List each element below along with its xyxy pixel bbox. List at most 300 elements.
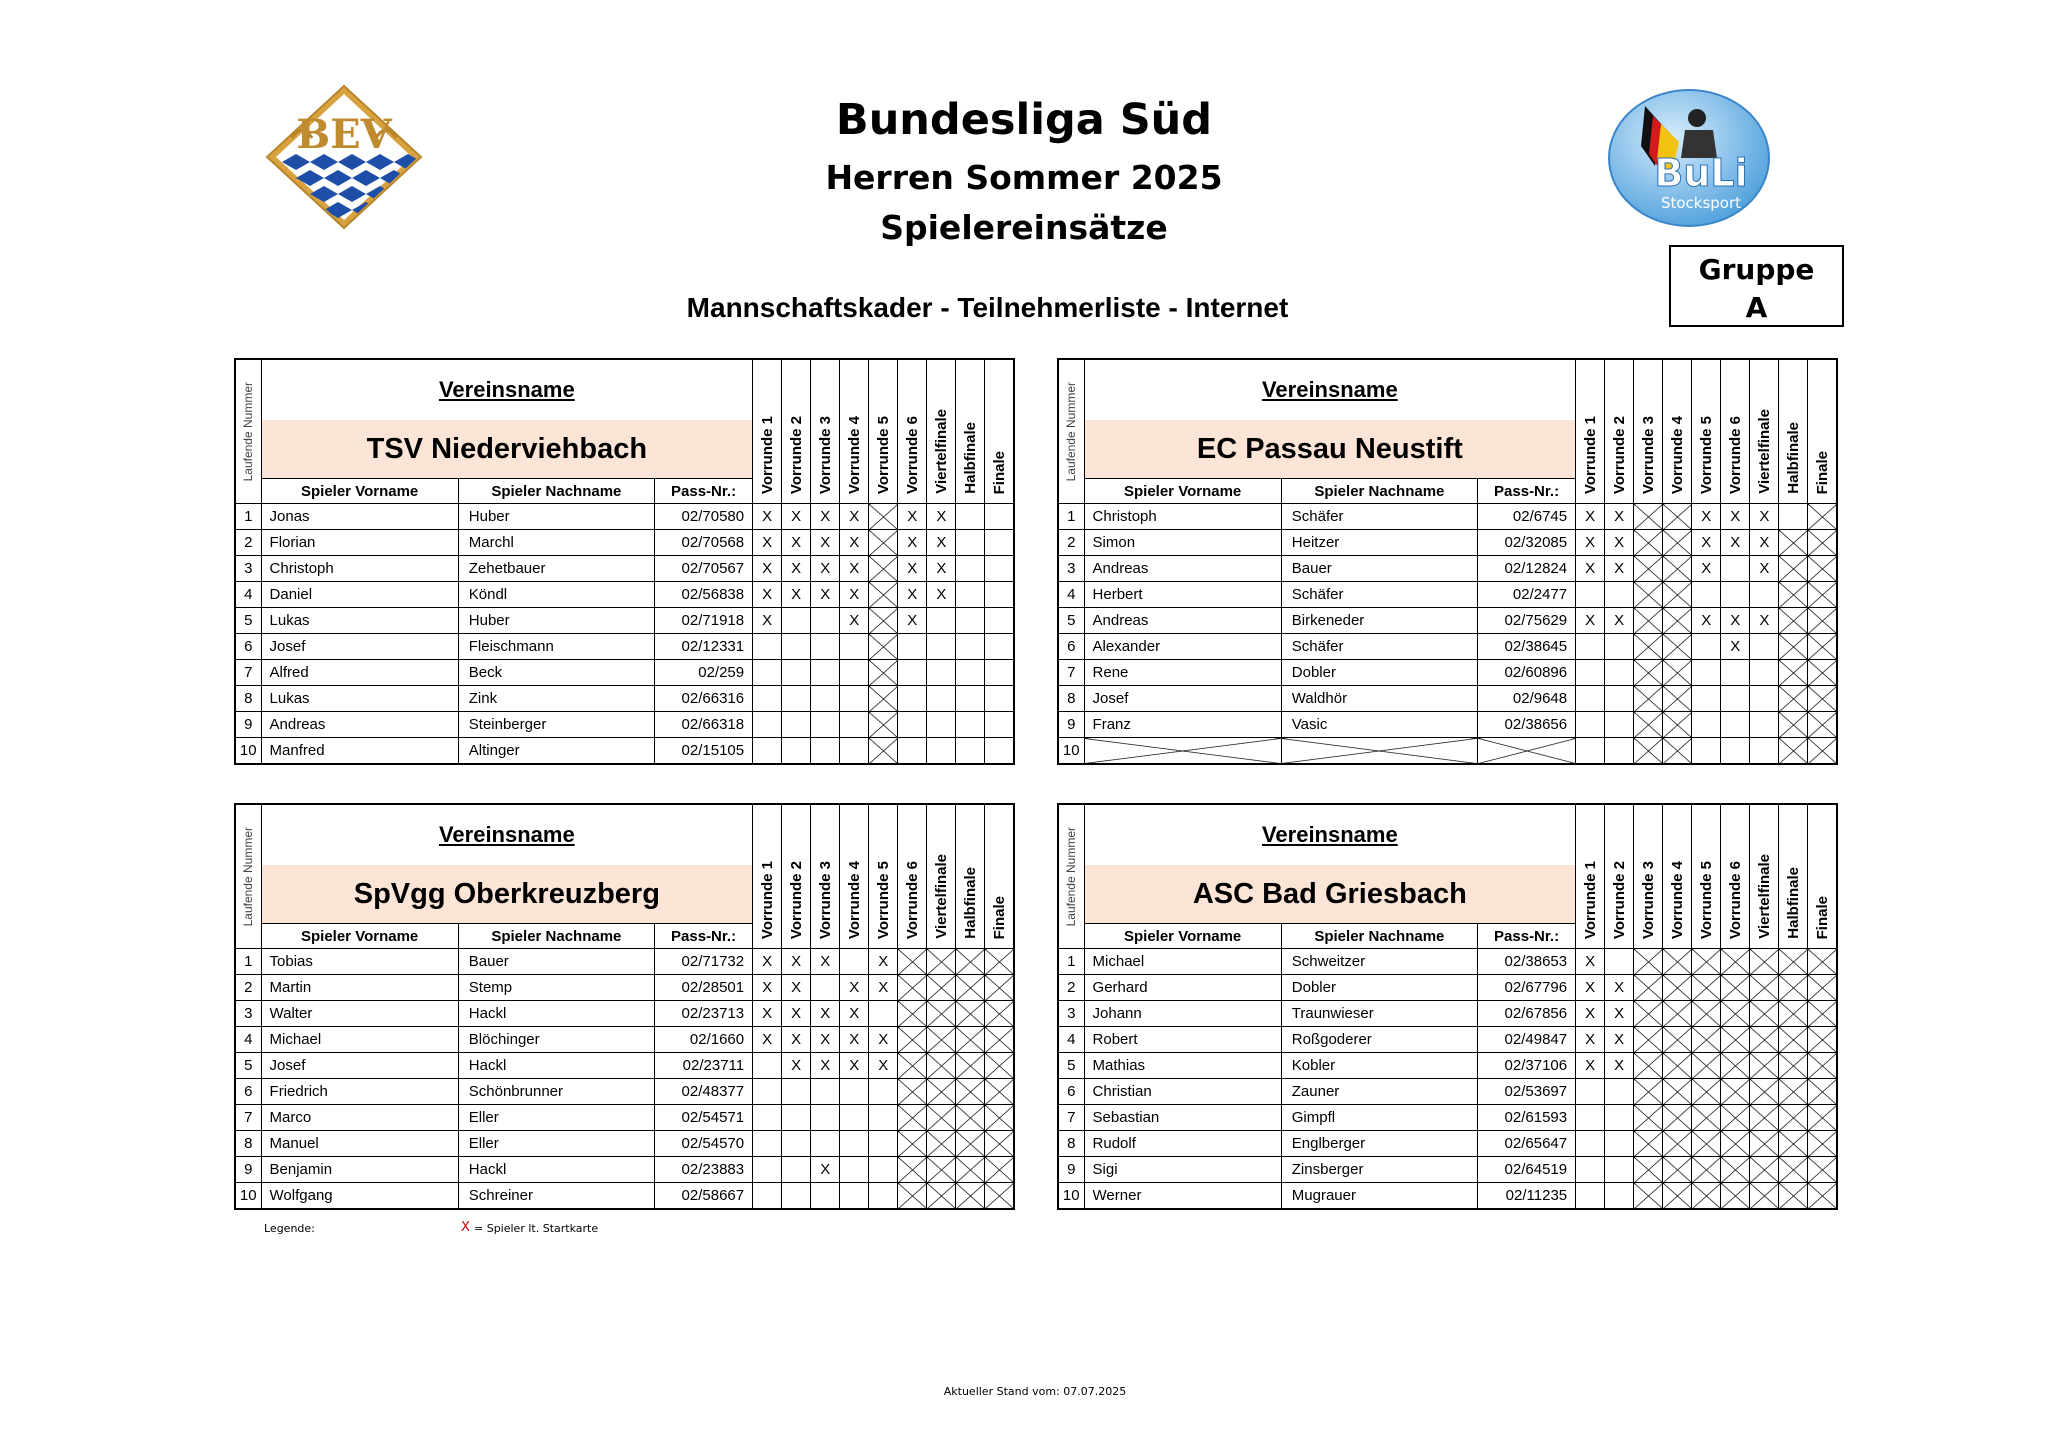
player-number: 2 [235, 975, 261, 1001]
round-mark: X [1721, 634, 1750, 660]
table-row [1058, 556, 1837, 582]
crossed-out-cell [869, 660, 898, 686]
player-number: 8 [1058, 1131, 1084, 1157]
round-mark: X [840, 504, 869, 530]
player-first-name: Wolfgang [261, 1183, 458, 1210]
round-cell [782, 1157, 811, 1183]
player-number: 5 [235, 1053, 261, 1079]
crossed-out-cell [1721, 1105, 1750, 1131]
crossed-out-cell [1634, 1131, 1663, 1157]
crossed-out-cell [1634, 1157, 1663, 1183]
round-cell [811, 1105, 840, 1131]
round-cell [1605, 1157, 1634, 1183]
round-header [927, 804, 956, 949]
round-cell [840, 738, 869, 765]
svg-text:BuLi: BuLi [1654, 151, 1748, 195]
player-first-name: Rene [1084, 660, 1281, 686]
round-header-label: Vorrunde 5 [874, 860, 892, 939]
crossed-out-cell [1663, 1053, 1692, 1079]
crossed-out-cell [1663, 634, 1692, 660]
round-cell [840, 1079, 869, 1105]
player-first-name: Franz [1084, 712, 1281, 738]
player-number: 4 [235, 1027, 261, 1053]
group-value: A [1745, 291, 1768, 324]
crossed-out-cell [1663, 738, 1692, 765]
player-pass-number: 02/12331 [655, 634, 753, 660]
player-last-name: Steinberger [458, 712, 654, 738]
round-header-label: Viertelfinale [932, 409, 950, 494]
table-row [235, 1027, 1014, 1053]
player-number: 3 [1058, 1001, 1084, 1027]
crossed-out-cell [898, 949, 927, 975]
round-header-label: Vorrunde 4 [845, 415, 863, 494]
crossed-out-cell [1721, 1157, 1750, 1183]
round-mark: X [927, 582, 956, 608]
round-cell [1721, 582, 1750, 608]
round-cell [1576, 686, 1605, 712]
table-row [1058, 949, 1837, 975]
group-label: Gruppe [1698, 253, 1815, 286]
crossed-out-cell [927, 1001, 956, 1027]
crossed-out-cell [1779, 712, 1808, 738]
round-header [898, 804, 927, 949]
player-number: 1 [235, 504, 261, 530]
player-number: 6 [1058, 634, 1084, 660]
table-row [1058, 608, 1837, 634]
round-cell [811, 975, 840, 1001]
round-header-label: Vorrunde 6 [903, 415, 921, 494]
round-cell [956, 686, 985, 712]
crossed-out-cell [1634, 686, 1663, 712]
crossed-out-cell [1808, 1105, 1837, 1131]
crossed-out-cell [1663, 1183, 1692, 1210]
round-cell [1605, 1105, 1634, 1131]
round-cell [985, 530, 1014, 556]
crossed-out-cell [1634, 1001, 1663, 1027]
round-cell [811, 634, 840, 660]
crossed-out-cell [985, 1079, 1014, 1105]
round-cell [811, 738, 840, 765]
crossed-out-cell [927, 1157, 956, 1183]
crossed-out-cell [1634, 1183, 1663, 1210]
player-first-name: Christoph [1084, 504, 1281, 530]
round-header-label: Vorrunde 3 [1639, 860, 1657, 939]
round-cell [956, 738, 985, 765]
player-first-name: Manuel [261, 1131, 458, 1157]
round-cell [927, 686, 956, 712]
table-row [1058, 975, 1837, 1001]
header-row [1058, 359, 1837, 420]
table-row [1058, 1183, 1837, 1210]
round-header-label: Vorrunde 2 [787, 415, 805, 494]
crossed-out-cell [1721, 949, 1750, 975]
round-header-label: Vorrunde 1 [758, 860, 776, 939]
round-header [898, 359, 927, 504]
crossed-out-cell [1634, 949, 1663, 975]
round-header-label: Vorrunde 1 [1581, 860, 1599, 939]
table-row [1058, 634, 1837, 660]
round-cell [1721, 712, 1750, 738]
round-cell [1779, 504, 1808, 530]
player-first-name: Marco [261, 1105, 458, 1131]
round-header-label: Halbfinale [961, 867, 979, 939]
crossed-out-cell [1750, 949, 1779, 975]
player-last-name: Zehetbauer [458, 556, 654, 582]
bev-logo [262, 82, 426, 232]
round-header-label: Halbfinale [1784, 422, 1802, 494]
round-mark: X [782, 949, 811, 975]
player-pass-number: 02/75629 [1478, 608, 1576, 634]
player-first-name: Friedrich [261, 1079, 458, 1105]
round-mark: X [811, 1157, 840, 1183]
table-row [1058, 738, 1837, 765]
round-cell [956, 582, 985, 608]
team-roster-table [1057, 358, 1838, 765]
round-cell [1750, 582, 1779, 608]
round-cell [753, 712, 782, 738]
player-pass-number: 02/23711 [655, 1053, 753, 1079]
round-cell [1721, 738, 1750, 765]
crossed-out-cell [898, 1131, 927, 1157]
club-name: ASC Bad Griesbach [1084, 865, 1576, 924]
round-mark: X [782, 530, 811, 556]
table-row [235, 582, 1014, 608]
table-row [1058, 504, 1837, 530]
round-mark: X [753, 530, 782, 556]
player-number: 10 [235, 1183, 261, 1210]
player-last-name: Huber [458, 608, 654, 634]
crossed-out-cell [1779, 1105, 1808, 1131]
crossed-out-cell [898, 1001, 927, 1027]
round-mark: X [927, 556, 956, 582]
crossed-out-cell [1663, 686, 1692, 712]
last-name-header: Spieler Nachname [1281, 924, 1477, 949]
round-header-label: Vorrunde 2 [1610, 415, 1628, 494]
round-mark: X [811, 1027, 840, 1053]
player-number: 5 [235, 608, 261, 634]
round-header [1750, 359, 1779, 504]
crossed-out-cell [898, 1105, 927, 1131]
round-header [985, 359, 1014, 504]
crossed-out-cell [1634, 975, 1663, 1001]
crossed-out-cell [1808, 1079, 1837, 1105]
legend-label: Legende: [264, 1222, 315, 1235]
crossed-out-cell [1808, 504, 1837, 530]
round-cell [985, 634, 1014, 660]
table-row [235, 608, 1014, 634]
round-cell [1750, 712, 1779, 738]
round-cell [1605, 686, 1634, 712]
round-mark: X [1692, 504, 1721, 530]
crossed-out-cell [1634, 556, 1663, 582]
round-cell [782, 660, 811, 686]
crossed-out-cell [927, 949, 956, 975]
round-header-label: Viertelfinale [1755, 409, 1773, 494]
round-cell [840, 660, 869, 686]
player-first-name: Johann [1084, 1001, 1281, 1027]
player-first-name: Josef [261, 1053, 458, 1079]
last-name-header: Spieler Nachname [458, 479, 654, 504]
round-mark: X [869, 1053, 898, 1079]
round-mark: X [1605, 1053, 1634, 1079]
round-mark: X [1605, 530, 1634, 556]
player-first-name: Andreas [261, 712, 458, 738]
svg-text:BEV: BEV [296, 111, 392, 158]
round-cell [898, 634, 927, 660]
crossed-out-cell [1634, 1105, 1663, 1131]
round-cell [753, 1131, 782, 1157]
crossed-out-cell [1808, 975, 1837, 1001]
round-header [1808, 804, 1837, 949]
crossed-out-cell [1721, 1053, 1750, 1079]
crossed-out-cell [898, 1027, 927, 1053]
crossed-out-cell [1281, 738, 1477, 765]
table-row [1058, 582, 1837, 608]
player-pass-number: 02/49847 [1478, 1027, 1576, 1053]
player-first-name: Martin [261, 975, 458, 1001]
round-cell [869, 1079, 898, 1105]
round-header-label: Finale [1813, 895, 1831, 939]
round-header [753, 359, 782, 504]
crossed-out-cell [1634, 634, 1663, 660]
laufende-nummer-label: Laufende Nummer [241, 381, 256, 482]
crossed-out-cell [1663, 504, 1692, 530]
player-number: 7 [1058, 660, 1084, 686]
round-cell [1750, 738, 1779, 765]
crossed-out-cell [985, 1183, 1014, 1210]
round-cell [1605, 582, 1634, 608]
vereinsname-label: Vereinsname [1084, 359, 1576, 420]
crossed-out-cell [1779, 660, 1808, 686]
crossed-out-cell [1750, 1001, 1779, 1027]
player-number: 10 [1058, 738, 1084, 765]
round-cell [985, 660, 1014, 686]
player-number: 5 [1058, 608, 1084, 634]
crossed-out-cell [1779, 738, 1808, 765]
round-mark: X [1750, 530, 1779, 556]
table-row [235, 686, 1014, 712]
player-number: 6 [235, 1079, 261, 1105]
round-cell [840, 1131, 869, 1157]
player-first-name: Josef [261, 634, 458, 660]
document-subtitle: Mannschaftskader - Teilnehmerliste - Internet [686, 292, 1289, 323]
round-mark: X [811, 1053, 840, 1079]
round-cell [1576, 582, 1605, 608]
round-header-label: Vorrunde 4 [1668, 415, 1686, 494]
crossed-out-cell [1663, 608, 1692, 634]
player-first-name: Michael [261, 1027, 458, 1053]
crossed-out-cell [1663, 712, 1692, 738]
round-mark: X [1750, 556, 1779, 582]
round-cell [927, 738, 956, 765]
player-number: 8 [235, 1131, 261, 1157]
crossed-out-cell [956, 1079, 985, 1105]
last-name-header: Spieler Nachname [458, 924, 654, 949]
round-header [840, 359, 869, 504]
round-cell [1721, 660, 1750, 686]
crossed-out-cell [1084, 738, 1281, 765]
round-header [1779, 359, 1808, 504]
crossed-out-cell [1779, 1131, 1808, 1157]
player-pass-number: 02/71732 [655, 949, 753, 975]
round-cell [840, 634, 869, 660]
footer-date: Aktueller Stand vom: 07.07.2025 [943, 1385, 1127, 1398]
table-row [235, 949, 1014, 975]
crossed-out-cell [956, 1131, 985, 1157]
round-cell [840, 686, 869, 712]
round-cell [985, 582, 1014, 608]
round-mark: X [782, 975, 811, 1001]
round-cell [811, 712, 840, 738]
player-number: 6 [1058, 1079, 1084, 1105]
table-row [1058, 1131, 1837, 1157]
crossed-out-cell [898, 1183, 927, 1210]
group-box [1669, 245, 1844, 327]
round-cell [956, 660, 985, 686]
round-cell [1750, 686, 1779, 712]
round-cell [1692, 686, 1721, 712]
round-mark: X [782, 504, 811, 530]
player-pass-number: 02/70580 [655, 504, 753, 530]
crossed-out-cell [1634, 1079, 1663, 1105]
player-first-name: Josef [1084, 686, 1281, 712]
crossed-out-cell [1634, 582, 1663, 608]
round-cell [1721, 686, 1750, 712]
round-cell [985, 738, 1014, 765]
round-cell [782, 1105, 811, 1131]
round-cell [1692, 738, 1721, 765]
player-pass-number: 02/32085 [1478, 530, 1576, 556]
round-cell [782, 1131, 811, 1157]
table-row [235, 738, 1014, 765]
round-mark: X [898, 582, 927, 608]
round-mark: X [1692, 556, 1721, 582]
crossed-out-cell [1663, 1157, 1692, 1183]
round-mark: X [840, 582, 869, 608]
round-cell [898, 738, 927, 765]
round-mark: X [898, 530, 927, 556]
round-mark: X [782, 1027, 811, 1053]
crossed-out-cell [898, 1079, 927, 1105]
round-mark: X [753, 975, 782, 1001]
player-pass-number: 02/70568 [655, 530, 753, 556]
player-last-name: Hackl [458, 1157, 654, 1183]
crossed-out-cell [1779, 556, 1808, 582]
crossed-out-cell [1634, 608, 1663, 634]
vereinsname-label: Vereinsname [1084, 804, 1576, 865]
table-row [1058, 660, 1837, 686]
round-mark: X [840, 608, 869, 634]
round-mark: X [1692, 608, 1721, 634]
player-pass-number: 02/48377 [655, 1079, 753, 1105]
round-cell [1576, 1183, 1605, 1210]
player-first-name: Andreas [1084, 556, 1281, 582]
round-cell [1576, 712, 1605, 738]
round-cell [840, 1157, 869, 1183]
table-row [235, 634, 1014, 660]
round-header-label: Halbfinale [961, 422, 979, 494]
round-mark: X [811, 949, 840, 975]
round-mark: X [1576, 1053, 1605, 1079]
player-first-name: Robert [1084, 1027, 1281, 1053]
round-header [782, 804, 811, 949]
crossed-out-cell [985, 949, 1014, 975]
round-cell [985, 608, 1014, 634]
round-header-label: Vorrunde 6 [1726, 415, 1744, 494]
round-header [753, 804, 782, 949]
player-number: 4 [235, 582, 261, 608]
table-row [1058, 1079, 1837, 1105]
crossed-out-cell [956, 1105, 985, 1131]
player-number: 10 [1058, 1183, 1084, 1210]
player-last-name: Schäfer [1281, 634, 1477, 660]
round-cell [1576, 1079, 1605, 1105]
player-number: 2 [235, 530, 261, 556]
crossed-out-cell [1808, 1131, 1837, 1157]
crossed-out-cell [927, 1131, 956, 1157]
crossed-out-cell [1663, 1131, 1692, 1157]
crossed-out-cell [869, 634, 898, 660]
player-last-name: Zinsberger [1281, 1157, 1477, 1183]
crossed-out-cell [1808, 738, 1837, 765]
player-pass-number: 02/58667 [655, 1183, 753, 1210]
player-pass-number: 02/53697 [1478, 1079, 1576, 1105]
table-row [235, 1105, 1014, 1131]
table-row [1058, 1001, 1837, 1027]
laufende-nummer-header [235, 804, 261, 949]
player-last-name: Zink [458, 686, 654, 712]
player-last-name: Roßgoderer [1281, 1027, 1477, 1053]
team-roster-table [1057, 803, 1838, 1210]
round-header-label: Halbfinale [1784, 867, 1802, 939]
crossed-out-cell [927, 1027, 956, 1053]
player-last-name: Dobler [1281, 660, 1477, 686]
player-first-name: Benjamin [261, 1157, 458, 1183]
crossed-out-cell [956, 1157, 985, 1183]
crossed-out-cell [1692, 1027, 1721, 1053]
crossed-out-cell [898, 1053, 927, 1079]
round-header [1779, 804, 1808, 949]
player-first-name: Jonas [261, 504, 458, 530]
round-cell [956, 634, 985, 660]
player-last-name: Blöchinger [458, 1027, 654, 1053]
round-cell [927, 712, 956, 738]
header-row [1058, 804, 1837, 865]
player-first-name: Manfred [261, 738, 458, 765]
table-row [1058, 1105, 1837, 1131]
round-header-label: Vorrunde 3 [1639, 415, 1657, 494]
crossed-out-cell [956, 1183, 985, 1210]
crossed-out-cell [1692, 1157, 1721, 1183]
round-mark: X [1721, 608, 1750, 634]
player-first-name: Sebastian [1084, 1105, 1281, 1131]
round-mark: X [840, 1053, 869, 1079]
round-mark: X [1605, 504, 1634, 530]
crossed-out-cell [985, 1157, 1014, 1183]
crossed-out-cell [956, 1053, 985, 1079]
table-row [1058, 530, 1837, 556]
player-last-name: Hackl [458, 1053, 654, 1079]
player-number: 1 [1058, 949, 1084, 975]
round-header [811, 359, 840, 504]
round-mark: X [898, 556, 927, 582]
round-cell [985, 712, 1014, 738]
round-cell [753, 738, 782, 765]
round-mark: X [1576, 1001, 1605, 1027]
player-pass-number: 02/6745 [1478, 504, 1576, 530]
crossed-out-cell [1663, 530, 1692, 556]
player-first-name: Herbert [1084, 582, 1281, 608]
